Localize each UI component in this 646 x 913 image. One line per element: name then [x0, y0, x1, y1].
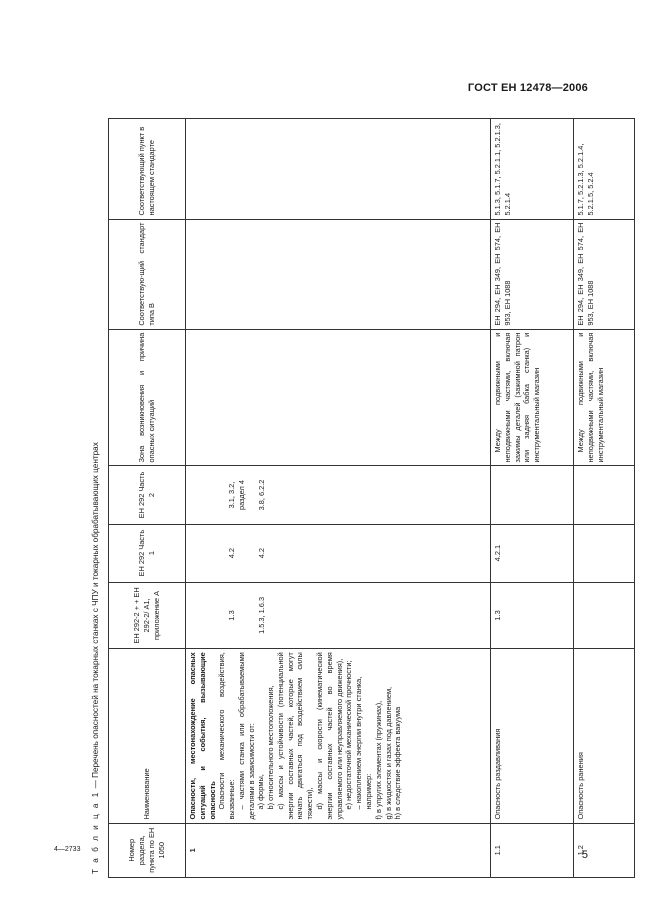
- row1-name-line: – накоплением энергии внутри станка,: [354, 676, 364, 810]
- row1-name: [186, 649, 491, 823]
- row2-number: 1.1: [491, 823, 574, 877]
- row2-zone: Между подвижными и неподвижными частями, включая зажимы деталей (зажимной патрон или задняя бабка станка) и инструментальный магазин: [491, 329, 574, 466]
- header-part1: ЕН 292 Часть 1: [109, 524, 186, 582]
- row2-part1: 4.2.1: [491, 524, 574, 582]
- table-header-row: [109, 119, 186, 878]
- row1-part1: [186, 524, 491, 582]
- table-row: [491, 119, 574, 878]
- header-part2: ЕН 292 Часть 2: [109, 466, 186, 524]
- header-std-b: Соответствую-щий стандарт типа В: [109, 219, 186, 329]
- row1-name-line: е) недостаточной механической прочности;: [344, 660, 354, 810]
- row1-annex-b: 1.5.3, 1.6.3: [256, 596, 266, 634]
- table-caption: [91, 442, 100, 874]
- row3-zone: Между подвижными и неподвижными частями, включая инструментальный магазин: [574, 329, 635, 466]
- row1-name-line: h) в следствие эффекта вакуума: [393, 706, 403, 820]
- row2-name: Опасность раздавливания: [491, 649, 574, 823]
- row3-std-b: ЕН 294, ЕН 349, ЕН 574, ЕН 953, ЕН 1088: [574, 219, 635, 329]
- row2-std-b: ЕН 294, ЕН 349, ЕН 574, ЕН 953, ЕН 1088: [491, 219, 574, 329]
- row1-name-line: с) массы и устойчивости (потенциальной энергии составных частей, которые могут начать двигаться под воздействием силы тяжести),: [275, 652, 315, 820]
- table-row: [574, 119, 635, 878]
- row1-name-heading: Опасности, местонахождение опасных ситуаций и события, вызывающие опасность: [188, 652, 217, 820]
- row1-name-line: – частями станка или обрабатываемыми деталями в зависимости от:: [236, 652, 256, 820]
- row1-part2: [186, 466, 491, 524]
- header-annex: ЕН 292-2 + + ЕН 292-2/ А1, приложение А: [109, 582, 186, 649]
- row2-clause: 5.1.3, 5.1.7, 5.2.1.1, 5.2.1.3, 5.2.1.4: [491, 119, 574, 220]
- row2-annex: 1.3: [491, 582, 574, 649]
- row3-part1: [574, 524, 635, 582]
- page-number: 5: [581, 849, 588, 861]
- row1-name-line: b) относительного местоположения,: [266, 685, 276, 810]
- rotated-table-area: [90, 118, 605, 878]
- header-clause: Соответствующий пункт в настоящем стандарте: [109, 119, 186, 220]
- row1-clause: [186, 119, 491, 220]
- row2-part2: [491, 466, 574, 524]
- header-zone: Зона возникновения и причина опасных ситуаций: [109, 329, 186, 466]
- row1-number: 1: [186, 823, 491, 877]
- standard-header: ГОСТ ЕН 12478—2006: [467, 82, 588, 94]
- row1-part2-b: 3.8, 6.2.2: [256, 479, 266, 511]
- row1-annex-a: 1.3: [227, 610, 237, 621]
- header-name: Наименование: [109, 649, 186, 823]
- row3-annex: [574, 582, 635, 649]
- row1-zone: [186, 329, 491, 466]
- footer-code: 4—2733: [54, 846, 81, 853]
- row1-std-b: [186, 219, 491, 329]
- row1-part2-a: 3.1, 3.2, раздел 4: [227, 479, 246, 511]
- row1-name-line: например:: [363, 773, 373, 810]
- row1-name-line: а) формы,: [256, 774, 266, 810]
- row1-annex: [186, 582, 491, 649]
- row3-name: Опасность ранения: [574, 649, 635, 823]
- row1-name-line: f) в упругих элементах (пружинах),: [373, 700, 383, 820]
- row3-clause: 5.1.7, 5.2.1.3, 5.2.1.4, 5.2.1.5, 5.2.4: [574, 119, 635, 220]
- row1-name-line: g) в жидкостях и газах под давлением,: [383, 686, 393, 820]
- row1-name-line: Опасности механического воздействия, вызванные:: [217, 652, 237, 820]
- row3-number: 1.2: [574, 823, 635, 877]
- caption-prefix: Т а б л и ц а 1: [91, 790, 100, 874]
- caption-text: — Перечень опасностей на токарных станках с ЧПУ и токарных обрабатывающих центрах: [91, 442, 100, 791]
- table-row: [186, 119, 491, 878]
- row3-part2: [574, 466, 635, 524]
- header-number: Номер раздела, пункта по ЕН 1050: [109, 823, 186, 877]
- row1-part1-a: 4.2: [227, 547, 237, 559]
- row1-part1-b: 4.2: [256, 547, 266, 559]
- hazards-table: [108, 118, 635, 878]
- row1-name-line: d) массы и скорости (кинематической энергии составных частей во время управляемого или неуправляемого движения),: [315, 652, 344, 820]
